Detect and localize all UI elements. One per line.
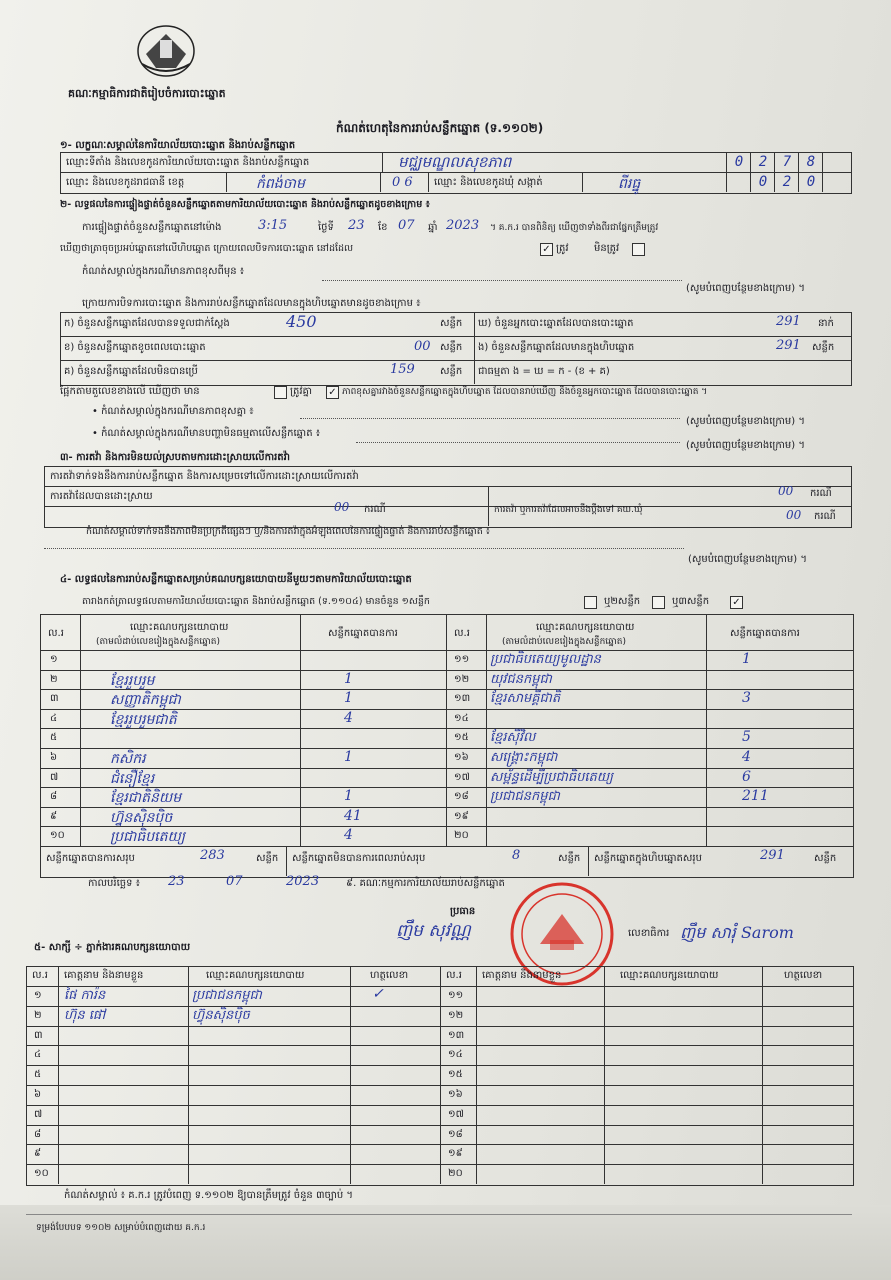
s5-col-no: ល.រ [32, 970, 48, 981]
chair-name: ញឹម សុវណ្ណ [396, 921, 471, 941]
section2-title: ២- លទ្ធផលនៃការផ្ទៀងផ្ទាត់ចំនួនសន្លឹកឆ្នោតតាមការិយាល័យបោះឆ្នោត និងរាប់សន្លឹកឆ្នោតដូចខាងក្រោម ៖ [60, 199, 430, 210]
s5-witness-party: ហ៊្វុនស៊ិនប៉ិច [192, 1007, 250, 1023]
s5-row-no: ៨ [34, 1128, 42, 1140]
checkbox-checked[interactable]: ✓ [540, 243, 553, 256]
cell-e-value: 291 [776, 338, 801, 353]
s4-party-name: កសិករ [110, 751, 146, 767]
cell-d-unit: នាក់ [818, 318, 834, 329]
s5-row-no: ១៨ [448, 1128, 463, 1140]
s4-party-name: ប្រជាធិបតេយ្យ [110, 829, 185, 846]
row2-digit: 0 [806, 174, 816, 190]
s4-row-no: ១៩ [454, 810, 469, 822]
s5-witness-signature: ✓ [372, 986, 384, 1002]
row2-commune-label: ឈ្មោះ និងលេខកូដឃុំ សង្កាត់ [434, 177, 543, 188]
s3-header: ការតវ៉ាទាក់ទងនឹងការរាប់សន្លឹកឆ្នោត និងការសម្រេចទៅលើការដោះស្រាយលើការតវ៉ា [50, 471, 359, 482]
s4-votes: 1 [344, 670, 353, 687]
s5-witness-name: ហ៊ុន ផៅ [64, 1007, 106, 1023]
s4-votes: 6 [742, 768, 751, 785]
s4-party-name: ប្រជាជនកម្ពុជា [490, 789, 560, 805]
s4-total-box: 291 [760, 848, 785, 863]
s2-line4: ក្រោយការបិទការបោះឆ្នោត និងការរាប់សន្លឹកឆ្នោតដែលមានក្នុងហិបឆ្នោតមានដូចខាងក្រោម ៖ [82, 298, 421, 309]
s5-row-no: ១៤ [448, 1049, 463, 1061]
row1-digit: 8 [806, 154, 816, 170]
s4-votes: 4 [344, 709, 353, 726]
s4-party-name: សង្គ្រោះកម្ពុជា [490, 750, 558, 765]
s4-party-name: ជំនឿខ្មែរ [110, 770, 155, 787]
s4-row-no: ៣ [50, 693, 59, 705]
s5-row-no: ១៧ [448, 1108, 464, 1120]
org-name: គណៈកម្មាធិការជាតិរៀបចំការបោះឆ្នោត [68, 87, 226, 100]
note-hint: (សូមបំពេញបន្ថែមខាងក្រោម) ។ [686, 416, 805, 427]
s2-opt-yes: ត្រូវ [556, 243, 569, 254]
checkbox[interactable] [584, 596, 597, 609]
committee-label: ៩. គណៈកម្មការការិយាល័យរាប់សន្លឹកឆ្នោត [346, 878, 505, 889]
s3-row2b-label: ការតវ៉ា ឬការតវ៉ាដែលអាចនឹងប្តឹងទៅ គឃ.ឃុំ [494, 505, 643, 515]
s5-col-sign: ហត្ថលេខា [370, 970, 409, 981]
s4-row-no: ២០ [454, 830, 469, 842]
cell-b-unit: សន្លឹក [440, 342, 463, 353]
s4-row-no: ១២ [454, 673, 470, 685]
row1-digit: 0 [734, 154, 744, 170]
cell-d-label: ឃ) ចំនួនអ្នកបោះឆ្នោតដែលបានបោះឆ្នោត [478, 318, 634, 329]
s4-total-invalid-label: សន្លឹកឆ្នោតមិនបានការពេលរាប់សរុប [292, 853, 426, 864]
s4-row-no: ៦ [50, 752, 58, 763]
s4-party-name: យុវជនកម្ពុជា [490, 671, 552, 687]
secretary-name: ញឹម សារុំ Sarom [680, 923, 794, 942]
s5-row-no: ៣ [34, 1029, 43, 1041]
cell-c-unit: សន្លឹក [440, 366, 463, 377]
s3-row2b-value: 00 [786, 508, 802, 522]
s4-votes: 5 [742, 729, 751, 746]
s4-total-valid: 283 [200, 848, 225, 863]
s4-col-party-sub: (តាមលំដាប់លេខរៀងក្នុងសន្លឹកឆ្នោត) [96, 637, 220, 647]
s5-col-name: គោត្តនាម និងនាមខ្លួន [64, 970, 144, 981]
s3-case-unit: ករណី [810, 488, 832, 499]
s5-col-party: ឈ្មោះគណបក្សនយោបាយ [206, 970, 305, 981]
s4-total-invalid: 8 [512, 848, 521, 863]
s4-intro-opt3: ឬ៣សន្លឹក [672, 596, 710, 607]
s5-row-no: ១៥ [448, 1069, 463, 1081]
s4-party-name: ខ្មែររួបរួម [110, 672, 155, 689]
s4-row-no: ១ [50, 654, 58, 665]
s2-compare-opt1: ត្រូវគ្នា [290, 386, 313, 397]
s2-bullet2: • កំណត់សម្គាល់ក្នុងករណីមានបញ្ហាមិនធម្មតាលើសន្លឹកឆ្នោត ៖ [92, 428, 321, 439]
section3-title: ៣- ការតវ៉ា និងការមិនយល់ស្របតាមការដោះស្រាយលើការតវ៉ា [60, 452, 290, 463]
row1-value: មជ្ឈមណ្ឌលសុខភាព [398, 153, 512, 171]
secretary-label: លេខាធិការ [628, 928, 670, 939]
s4-row-no: ១៤ [454, 712, 469, 724]
s4-col-no: ល.រ [48, 628, 64, 639]
s5-col-no: ល.រ [446, 970, 462, 981]
row2-digit: 0 [758, 174, 768, 190]
date-year: 2023 [286, 874, 320, 889]
cell-e-label: ង) ចំនួនសន្លឹកឆ្នោតដែលមានក្នុងហិបឆ្នោត [478, 342, 635, 353]
cell-a-label: ក) ចំនួនសន្លឹកឆ្នោតដែលបានទទួលជាក់ស្តែង [64, 318, 230, 329]
checkbox-checked[interactable]: ✓ [326, 386, 339, 399]
chair-label: ប្រធាន [450, 906, 476, 917]
s4-votes: 41 [344, 807, 362, 824]
page-shadow [0, 1205, 891, 1280]
s2-day-label: ថ្ងៃទី [318, 222, 334, 233]
cell-c-label: គ) ចំនួនសន្លឹកឆ្នោតដែលមិនបានប្រើ [64, 366, 198, 377]
s4-row-no: ២ [50, 673, 58, 685]
s4-votes: 1 [344, 788, 353, 805]
s4-row-no: ៥ [50, 732, 58, 744]
s4-row-no: ៨ [50, 791, 58, 803]
s4-party-name: ខ្មែរជាតិនិយម [110, 790, 182, 807]
section1-title: ១- លក្ខណៈសម្គាល់នៃការិយាល័យបោះឆ្នោត និងរាប់សន្លឹកឆ្នោត [60, 140, 296, 151]
s4-col-party-sub: (តាមលំដាប់លេខរៀងក្នុងសន្លឹកឆ្នោត) [502, 637, 626, 647]
s4-unit: សន្លឹក [814, 853, 837, 864]
s4-total-box-label: សន្លឹកឆ្នោតក្នុងហិបឆ្នោតសរុប [594, 853, 702, 864]
date-month: 07 [226, 874, 243, 889]
row1-label: ឈ្មោះទីតាំង និងលេខកូដការិយាល័យបោះឆ្នោត និងរាប់សន្លឹកឆ្នោត [66, 157, 310, 168]
s4-col-no: ល.រ [454, 628, 470, 639]
s4-row-no: ១៣ [454, 693, 471, 705]
doc-title: កំណត់ហេតុនៃការរាប់សន្លឹកឆ្នោត (ទ.១១០២) [336, 121, 544, 135]
row1-digit: 7 [782, 154, 792, 170]
s2-compare-opt2: ភាពខុសគ្នារវាងចំនួនសន្លឹកឆ្នោតក្នុងហិបឆ្នោត ដែលបានរាប់ឃើញ និងចំនួនអ្នកបោះឆ្នោត ដែលបានបោះឆ្នោត ។ [342, 387, 708, 397]
note-hint: (សូមបំពេញបន្ថែមខាងក្រោម) ។ [686, 283, 805, 294]
s4-row-no: ១១ [454, 654, 470, 665]
s2-month: 07 [398, 218, 415, 233]
s4-votes: 3 [742, 690, 751, 707]
row2-commune: ពីរធ្នូ [618, 176, 641, 192]
s4-row-no: ៤ [50, 712, 58, 724]
s4-row-no: ៩ [50, 810, 58, 822]
s4-party-name: ខ្មែររួបរួមជាតិ [110, 711, 177, 728]
checkbox[interactable] [274, 386, 287, 399]
s4-col-party: ឈ្មោះគណបក្សនយោបាយ [536, 622, 635, 633]
date-label: កាលបរិច្ឆេទ ៖ [88, 878, 141, 889]
s5-row-no: ១៦ [448, 1089, 463, 1100]
s4-party-name: ប្រជាធិបតេយ្យមូលដ្ឋាន [490, 652, 601, 667]
cell-a-unit: សន្លឹក [440, 318, 463, 329]
s3-row2-label: ការតវ៉ាដែលបានដោះស្រាយ [50, 491, 153, 502]
section5-title: ៥- សាក្សី ÷ ភ្នាក់ងារគណបក្សនយោបាយ [34, 942, 191, 953]
s2-day: 23 [348, 218, 365, 233]
s5-row-no: ១ [34, 990, 42, 1001]
s2-line1-suffix: ។ គ.ក.រ បានពិនិត្យ ឃើញថាទាំងពីរជាផ្នែកត្រឹមត្រូវ [490, 223, 659, 233]
s2-line2: ឃើញថាត្រាចុចប្រអប់ឆ្នោតនៅលើហិបឆ្នោត ក្រោយពេលបិទការបោះឆ្នោត នៅដដែល [60, 243, 354, 254]
s2-time: 3:15 [258, 218, 288, 233]
checkbox-checked[interactable]: ✓ [730, 596, 743, 609]
s4-unit: សន្លឹក [558, 853, 581, 864]
s5-witness-name: ផៃ ការ៉ន [64, 988, 106, 1003]
s4-party-name: សម្ព័ន្ធដើម្បីប្រជាធិបតេយ្យ [490, 769, 614, 785]
cell-e-unit: សន្លឹក [812, 342, 835, 353]
s4-row-no: ១៦ [454, 752, 469, 763]
s5-row-no: ៥ [34, 1069, 42, 1081]
checkbox[interactable] [652, 596, 665, 609]
s4-row-no: ១៨ [454, 791, 469, 803]
s4-votes: 4 [344, 827, 353, 844]
s5-row-no: ២០ [448, 1168, 463, 1180]
s5-col-sign: ហត្ថលេខា [784, 970, 823, 981]
s2-compare-prefix: ផ្អែកតាមតួលេខខាងលើ ឃើញថា មាន [60, 386, 200, 397]
s4-unit: សន្លឹក [256, 853, 279, 864]
footer-note: កំណត់សម្គាល់ ៖ គ.ក.រ ត្រូវបំពេញ ទ.១១០២ ឱ្យបានត្រឹមត្រូវ ចំនួន ៣ច្បាប់ ។ [64, 1190, 353, 1201]
s4-votes: 1 [344, 690, 353, 707]
s4-col-votes: សន្លឹកឆ្នោតបានការ [328, 628, 398, 639]
s5-row-no: ១១ [448, 990, 464, 1001]
s4-row-no: ១៥ [454, 732, 469, 744]
cell-a-value: 450 [286, 312, 317, 331]
row2-label: ឈ្មោះ និងលេខកូដរាជធានី ខេត្ត [66, 177, 185, 188]
s5-row-no: ៧ [34, 1108, 43, 1120]
s3-row2-value: 00 [334, 500, 350, 514]
note-hint: (សូមបំពេញបន្ថែមខាងក្រោម) ។ [688, 554, 807, 565]
checkbox[interactable] [632, 243, 645, 256]
s2-year-label: ឆ្នាំ [428, 222, 438, 233]
row2-code: 0 6 [392, 175, 413, 190]
s4-col-party: ឈ្មោះគណបក្សនយោបាយ [130, 622, 229, 633]
s5-row-no: ១២ [448, 1009, 464, 1021]
s2-year: 2023 [446, 218, 480, 233]
s4-intro-opt2: ឬ២សន្លឹក [604, 596, 641, 607]
s3-header-value: 00 [778, 484, 794, 498]
s4-row-no: ៧ [50, 771, 59, 783]
s5-witness-party: ប្រជាជនកម្ពុជា [192, 988, 262, 1003]
s3-case-unit: ករណី [814, 511, 836, 522]
note-hint: (សូមបំពេញបន្ថែមខាងក្រោម) ។ [686, 440, 805, 451]
s4-votes: 211 [742, 788, 769, 805]
s4-row-no: ១០ [50, 830, 65, 842]
cell-f-label: ជាធម្មតា ង = ឃ = ក - (ខ + គ) [478, 366, 610, 377]
s5-row-no: ១០ [34, 1168, 49, 1180]
s4-total-valid-label: សន្លឹកឆ្នោតបានការសរុប [46, 853, 135, 864]
s4-votes: 4 [742, 749, 751, 765]
s5-row-no: ៩ [34, 1148, 42, 1160]
cell-b-value: 00 [414, 339, 431, 354]
s2-opt-no: មិនត្រូវ [594, 243, 620, 254]
nec-emblem-icon [136, 24, 196, 80]
s4-intro: តារាងកត់ត្រាលទ្ធផលតាមការិយាល័យបោះឆ្នោត និងរាប់សន្លឹកឆ្នោត (ទ.១១០៤) មានចំនួន ១សន្លឹក [82, 596, 430, 607]
s4-votes: 1 [344, 749, 353, 765]
s2-month-label: ខែ [378, 222, 388, 233]
row2-province: កំពង់ចាម [256, 176, 305, 192]
s4-party-name: សញ្ញាតិកម្ពុជា [110, 692, 181, 709]
cell-c-value: 159 [390, 362, 415, 377]
s3-note: កំណត់សម្គាល់ទាក់ទងនឹងភាពមិនប្រក្រតីផ្សេងៗ ឬ/និងការតវ៉ាក្នុងអំឡុងពេលនៃការផ្ទៀងផ្ទាត់ និងការរាប់សន្លឹកឆ្នោត ៖ [86, 526, 490, 537]
s4-party-name: ខ្មែរស៊ីវិល [490, 730, 536, 746]
section4-title: ៤- លទ្ធផលនៃការរាប់សន្លឹកឆ្នោតសម្រាប់គណបក្សនយោបាយនីមួយៗតាមការិយាល័យបោះឆ្នោត [60, 574, 412, 585]
footer-form-id: ទម្រង់បែបបទ ១១០២ សម្រាប់បំពេញដោយ គ.ក.រ [36, 1223, 206, 1233]
s3-case-unit: ករណី [364, 504, 386, 515]
cell-d-value: 291 [776, 314, 801, 329]
s4-col-votes: សន្លឹកឆ្នោតបានការ [730, 628, 800, 639]
row2-digit: 2 [782, 174, 792, 190]
cell-b-label: ខ) ចំនួនសន្លឹកឆ្នោតខូចពេលបោះឆ្នោត [64, 342, 206, 353]
s5-row-no: ៦ [34, 1089, 42, 1100]
s4-party-name: ខ្មែរសាមគ្គីជាតិ [490, 691, 561, 707]
s2-bullet1: • កំណត់សម្គាល់ក្នុងករណីមានភាពខុសគ្នា ៖ [92, 406, 254, 417]
row1-digit: 2 [758, 154, 768, 170]
s4-votes: 1 [742, 651, 751, 667]
s4-party-name: ហ្វ៊ុនស៊ិនប៉ិច [110, 809, 173, 826]
s2-line3: កំណត់សម្គាល់ក្នុងករណីមានភាពខុសពីមុន ៖ [82, 266, 245, 277]
s4-row-no: ១៧ [454, 771, 470, 783]
s5-row-no: ១៩ [448, 1148, 463, 1160]
s2-line1-prefix: ការផ្ទៀងផ្ទាត់ចំនួនសន្លឹកឆ្នោតនៅម៉ោង [82, 222, 222, 233]
s5-row-no: ១៣ [448, 1029, 465, 1041]
date-day: 23 [168, 874, 185, 889]
s5-col-party: ឈ្មោះគណបក្សនយោបាយ [620, 970, 719, 981]
s5-col-name: គោត្តនាម និងនាមខ្លួន [482, 970, 562, 981]
s5-row-no: ៤ [34, 1049, 42, 1061]
s5-row-no: ២ [34, 1009, 42, 1021]
